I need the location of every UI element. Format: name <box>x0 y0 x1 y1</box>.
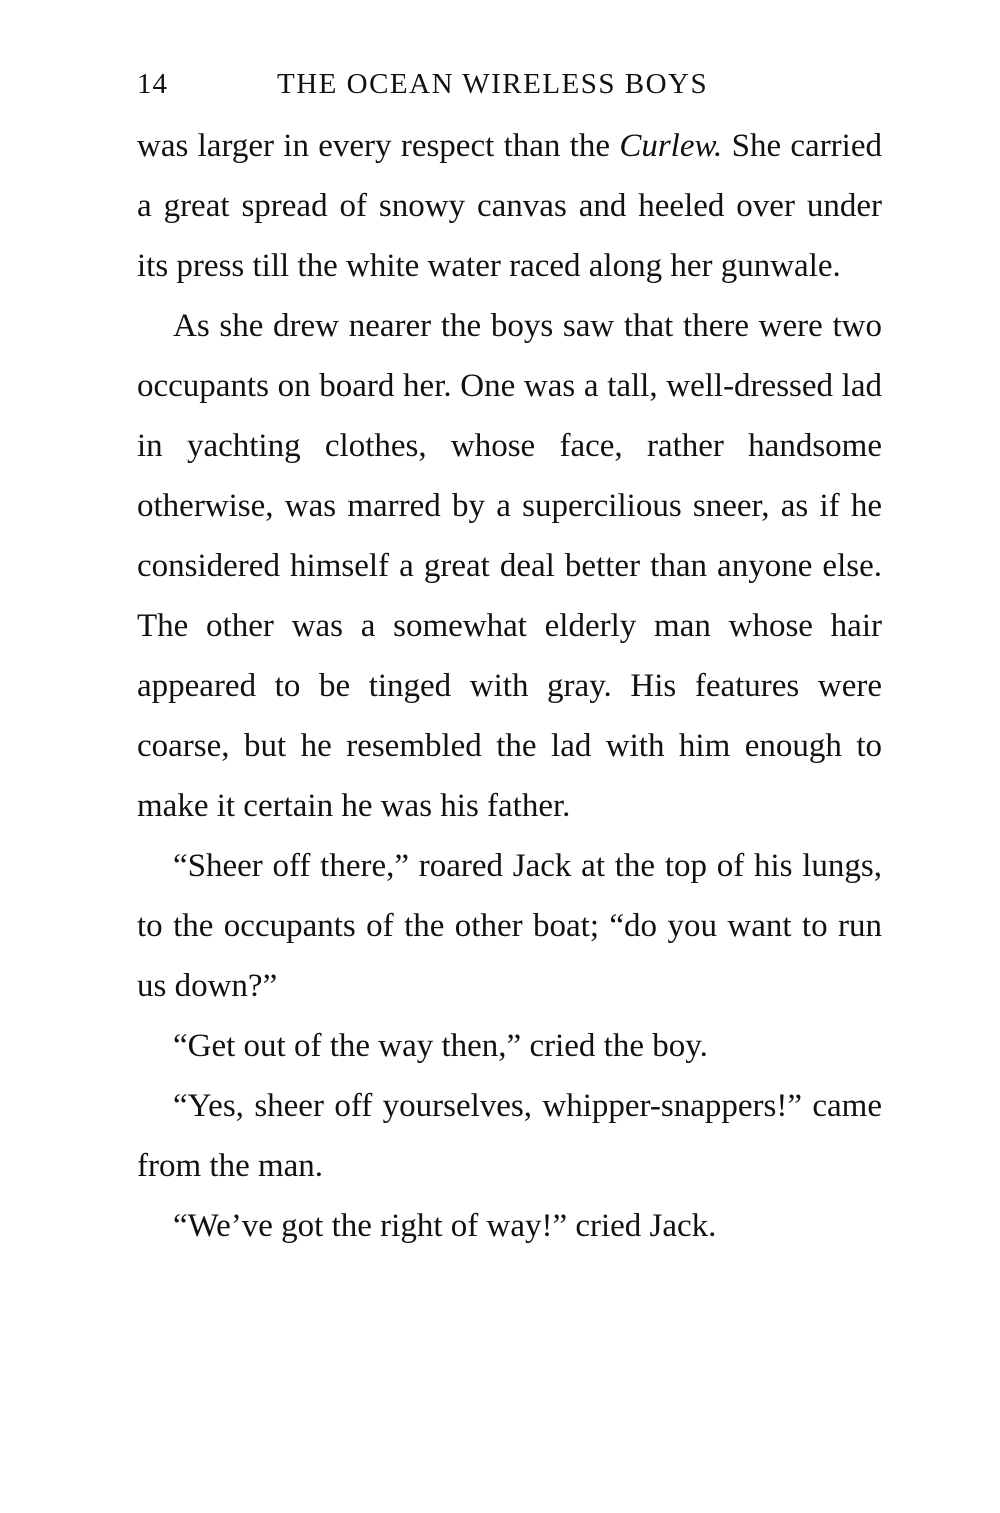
paragraph-2: As she drew nearer the boys saw that there were two occupants on board her. One was a tall, well-dressed lad in yachting clothes, whose face, rather handsome otherwise, was marred by a supercilious sneer, as if he considered himself a great deal better than anyone else. The other was a somewhat elderly man whose hair appeared to be tinged with gray. His features were coarse, but he resembled the lad with him enough to make it certain he was his father. <box>137 308 882 824</box>
paragraph-3: “Sheer off there,” roared Jack at the top of his lungs, to the occupants of the other boat; “do you want to run us down?” <box>137 848 882 1004</box>
page-number: 14 <box>137 68 168 100</box>
paragraph-1 <box>137 116 882 296</box>
book-title: THE OCEAN WIRELESS BOYS <box>277 68 709 100</box>
paragraph-6: “We’ve got the right of way!” cried Jack. <box>173 1208 717 1244</box>
body-text <box>137 116 882 1256</box>
paragraph-1-text-end: She carried a great spread of snowy canvas and heeled over under its press till the white water raced along her gunwale. <box>137 128 882 284</box>
paragraph-1-text-start: was larger in every respect than the <box>137 128 620 164</box>
paragraph-5: “Yes, sheer off yourselves, whipper-snappers!” came from the man. <box>137 1088 882 1184</box>
boat-name-curlew: Curlew. <box>619 128 723 164</box>
running-head <box>137 62 882 110</box>
paragraph-4: “Get out of the way then,” cried the boy. <box>173 1028 708 1064</box>
